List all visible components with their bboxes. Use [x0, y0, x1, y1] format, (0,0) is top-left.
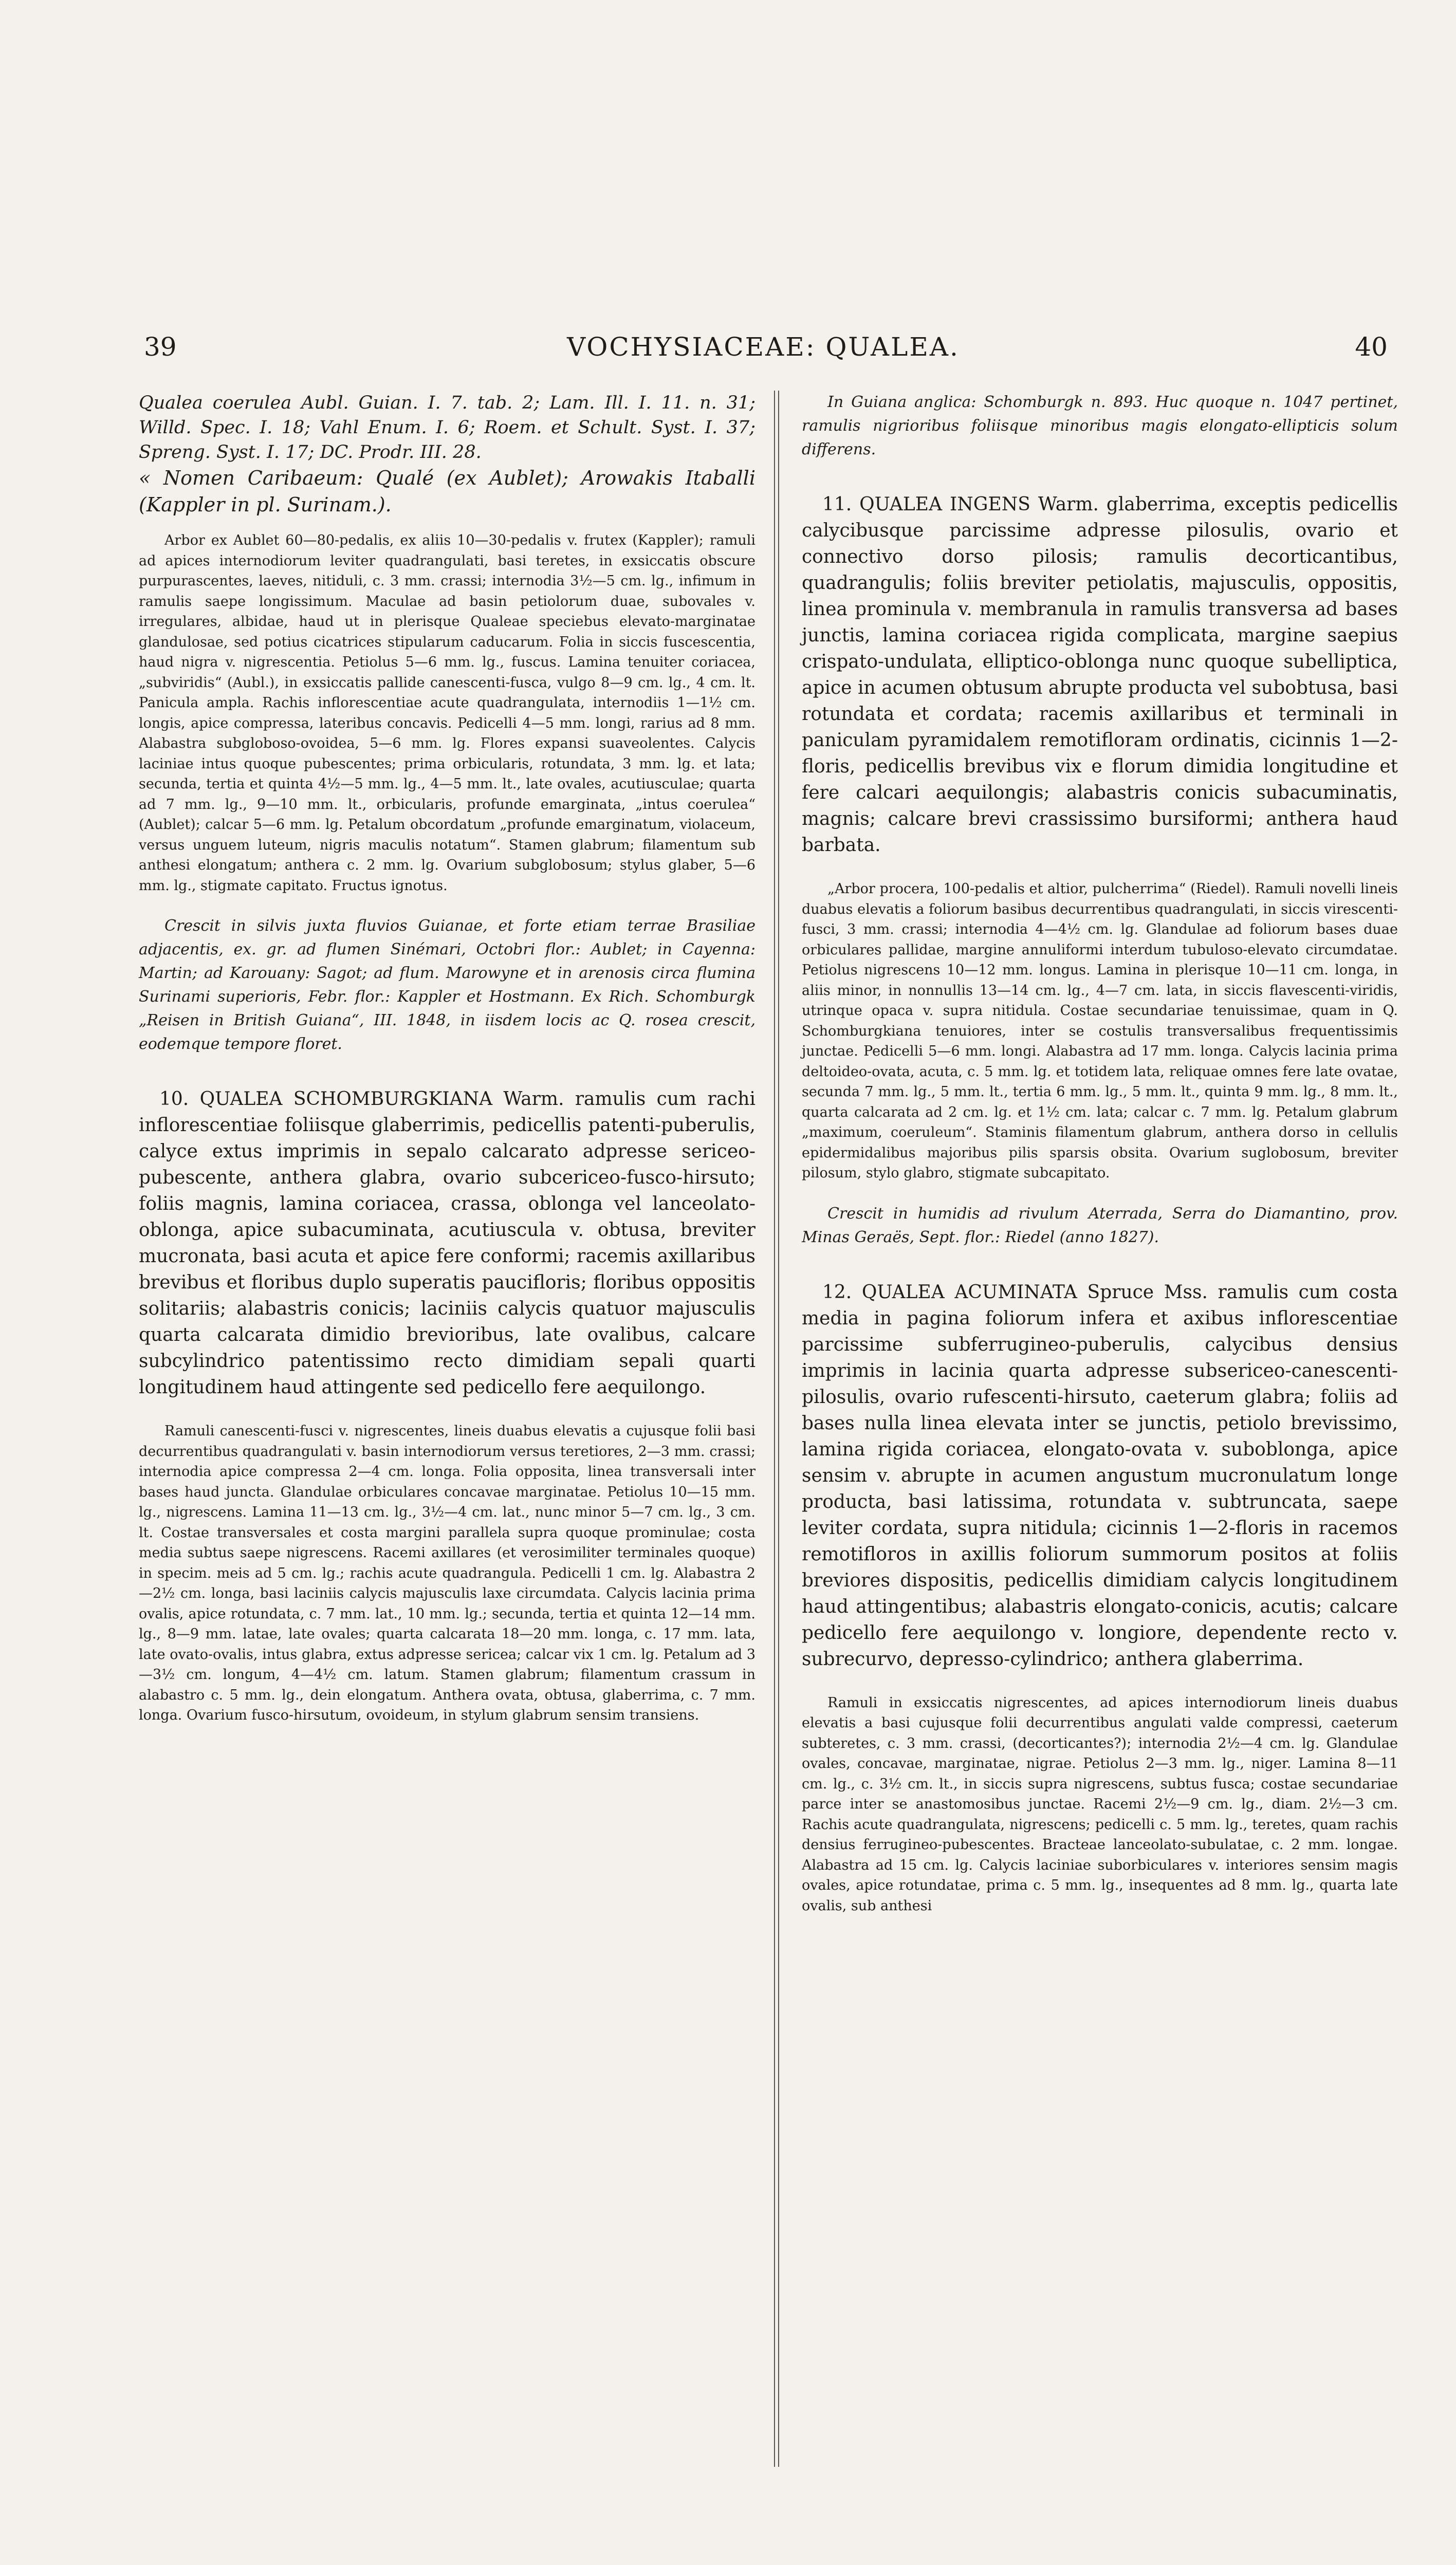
habitat-ingens: Crescit in humidis ad rivulum Aterrada, Serra do Diamantino, prov. Minas Geraës, Sept. flor.: Riedel (anno 1827). — [802, 1204, 1398, 1246]
diagnosis-schomburgkiana: 10. QUALEA SCHOMBURGKIANA Warm. ramulis cum rachi inflorescentiae foliisque glaberrimis, pedicellis patenti-puberulis, calyce extus imprimis in sepalo calcarato adpresse sericeo-pubescente, anthera glabra, ovario subcericeo-fusco-hirsuto; foliis magnis, lamina coriacea, crassa, oblonga vel lanceolato-oblonga, apice subacuminata, acutiuscula v. obtusa, breviter mucronata, basi acuta et apice fere conformi; racemis axillaribus brevibus et floribus duplo superatis paucifloris; floribus oppositis solitariis; alabastris conicis; laciniis calycis quatuor majusculis quarta calcarata dimidio brevioribus, late ovalibus, calcare subcylindrico patentissimo recto dimidiam sepali quarti longitudinem haud attingente sed pedicello fere aequilongo. — [139, 1088, 755, 1398]
references-coerulea: Qualea coerulea Aubl. Guian. I. 7. tab. 2; Lam. Ill. I. 11. n. 31; Willd. Spec. I. 18; Vahl Enum. I. 6; Roem. et Schult. Syst. I. 37; Spreng. Syst. I. 17; DC. Prodr. III. 28. — [139, 393, 755, 463]
habitat-schomburgkiana: In Guiana anglica: Schomburgk n. 893. Huc quoque n. 1047 pertinet, ramulis nigrioribus foliisque minoribus magis elongato-ellipticis solum differens. — [802, 393, 1398, 458]
description-ingens: „Arbor procera, 100-pedalis et altior, pulcherrima“ (Riedel). Ramuli novelli lineis duabus elevatis a foliorum basibus decurrentibus quadrangulati, in siccis virescenti-fusci, 3 mm. crassi; internodia 4—4½ cm. lg. Glandulae ad foliorum bases duae orbiculares pallidae, margine annuliformi interdum tubuloso-elevato circumdatae. Petiolus nigrescens 10—12 mm. longus. Lamina in plerisque 10—11 cm. longa, in aliis minor, in nonnullis 13—14 cm. lg., 4—7 cm. lata, in siccis flavescenti-viridis, utrinque opaca v. supra nitidula. Costae secundariae tenuissimae, quam in Q. Schomburgkiana tenuiores, inter se costulis transversalibus frequentissimis junctae. Pedicelli 5—6 mm. longi. Alabastra ad 17 mm. longa. Calycis lacinia prima deltoideo-ovata, acuta, c. 5 mm. lg. et totidem lata, reliquae omnes fere late ovatae, secunda 7 mm. lg., 5 mm. lt., tertia 6 mm. lg., 5 mm. lt., quinta 9 mm. lg., 8 mm. lt., quarta calcarata ad 2 cm. lg. et 1½ cm. lata; calcar c. 7 mm. lg. Petalum glabrum „maximum, coeruleum“. Staminis filamentum glabrum, anthera dorso in cellulis epidermidalibus majoribus pilis sparsis obsita. Ovarium suglobosum, breviter pilosum, stylo glabro, stigmate subcapitato. — [802, 881, 1398, 1181]
running-title: VOCHYSIACEAE: QUALEA. — [567, 332, 960, 362]
description-acuminata: Ramuli in exsiccatis nigrescentes, ad apices internodiorum lineis duabus elevatis a basi cujusque folii decurrentibus angulati valde compressi, caeterum subteretes, c. 3 mm. crassi, (decorticantes?); internodia 2½—4 cm. lg. Glandulae ovales, concavae, marginatae, nigrae. Petiolus 2—3 mm. lg., niger. Lamina 8—11 cm. lg., c. 3½ cm. lt., in siccis supra nigrescens, subtus fusca; costae secundariae parce inter se anastomosibus junctae. Racemi 2½—9 cm. lg., diam. 2½—3 cm. Rachis acute quadrangulata, nigrescens; pedicelli c. 5 mm. lg., teretes, quam rachis densius ferrugineo-pubescentes. Bracteae lanceolato-subulatae, c. 2 mm. longae. Alabastra ad 15 cm. lg. Calycis laciniae suborbiculares v. interiores sensim magis ovales, apice rotundatae, prima c. 5 mm. lg., insequentes ad 8 mm. lg., quarta late ovalis, sub anthesi — [802, 1694, 1398, 1914]
diagnosis-acuminata: 12. QUALEA ACUMINATA Spruce Mss. ramulis cum costa media in pagina foliorum infera et axibus inflorescentiae parcissime subferrugineo-puberulis, calycibus densius imprimis in lacinia quarta adpresse subsericeo-canescenti-pilosulis, ovario rufescenti-hirsuto, caeterum glabra; foliis ad bases nulla linea elevata inter se junctis, petiolo brevissimo, lamina rigida coriacea, elongato-ovata v. suboblonga, apice sensim v. abrupte in acumen angustum mucronulatum longe producta, basi latissima, rotundata v. subtruncata, saepe leviter cordata, supra nitidula; cicinnis 1—2-floris in racemos remotifloros in axillis foliorum summorum positos at foliis breviores dispositis, pedicellis dimidiam calycis longitudinem haud attingentibus; alabastris elongato-conicis, acutis; calcare pedicello fere aequilongo v. longiore, dependente recto v. subrecurvo, depresso-cylindrico; anthera glaberrima. — [802, 1281, 1398, 1670]
page-number-left: 39 — [144, 332, 177, 362]
column-divider — [774, 391, 779, 2467]
left-column — [139, 391, 755, 1744]
vernacular-names: « Nomen Caribaeum: Qualé (ex Aublet); Arowakis Itaballi (Kappler in pl. Surinam.). — [139, 467, 755, 516]
description-coerulea: Arbor ex Aublet 60—80-pedalis, ex aliis 10—30-pedalis v. frutex (Kappler); ramuli ad apices internodiorum leviter quadrangulati, basi teretes, in exsiccatis obscure purpurascentes, laeves, nitiduli, c. 3 mm. crassi; internodia 3½—5 cm. lg., infimum in ramulis saepe longissimum. Maculae ad basin petiolorum duae, subovales v. irregulares, albidae, haud ut in plerisque Qualeae speciebus elevato-marginatae glandulosae, sed potius cicatrices stipularum caducarum. Folia in siccis fuscescentia, haud nigra v. nigrescentia. Petiolus 5—6 mm. lg., fuscus. Lamina tenuiter coriacea, „subviridis“ (Aubl.), in exsiccatis pallide canescenti-fusca, vulgo 8—9 cm. lg., 4 cm. lt. Panicula ampla. Rachis inflorescentiae acute quadrangulata, internodiis 1—1½ cm. longis, apice compressa, lateribus concavis. Pedicelli 4—5 mm. longi, rarius ad 8 mm. Alabastra subgloboso-ovoidea, 5—6 mm. lg. Flores expansi suaveolentes. Calycis laciniae intus quoque pubescentes; prima orbicularis, rotundata, 3 mm. lg. et lata; secunda, tertia et quinta 4½—5 mm. lg., 4—5 mm. lt., late ovales, acutiusculae; quarta ad 7 mm. lg., 9—10 mm. lt., orbicularis, profunde emarginata, „intus coerulea“ (Aublet); calcar 5—6 mm. lg. Petalum obcordatum „profunde emarginatum, violaceum, versus unguem luteum, nigris maculis notatum“. Stamen glabrum; filamentum sub anthesi elongatum; anthera c. 2 mm. lg. Ovarium subglobosum; stylus glaber, 5—6 mm. lg., stigmate capitato. Fructus ignotus. — [139, 532, 755, 894]
description-schomburgkiana: Ramuli canescenti-fusci v. nigrescentes, lineis duabus elevatis a cujusque folii basi decurrentibus quadrangulati v. basin internodiorum versus teretiores, 2—3 mm. crassi; internodia apice compressa 2—4 cm. longa. Folia opposita, linea transversali inter bases haud juncta. Glandulae orbiculares concavae marginatae. Petiolus 10—15 mm. lg., nigrescens. Lamina 11—13 cm. lg., 3½—4 cm. lat., nunc minor 5—7 cm. lg., 3 cm. lt. Costae transversales et costa margini parallela supra quoque prominulae; costa media subtus saepe nigrescens. Racemi axillares (et verosimiliter terminales quoque) in specim. meis ad 5 cm. lg.; rachis acute quadrangula. Pedicelli 1 cm. lg. Alabastra 2—2½ cm. longa, basi laciniis calycis majusculis laxe circumdata. Calycis lacinia prima ovalis, apice rotundata, c. 7 mm. lat., 10 mm. lg.; secunda, tertia et quinta 12—14 mm. lg., 8—9 mm. latae, late ovales; quarta calcarata 18—20 mm. longa, c. 17 mm. lata, late ovato-ovalis, intus glabra, extus adpresse sericea; calcar vix 1 cm. lg. Petalum ad 3—3½ cm. longum, 4—4½ cm. latum. Stamen glabrum; filamentum crassum in alabastro c. 5 mm. lg., dein elongatum. Anthera ovata, obtusa, glaberrima, c. 7 mm. longa. Ovarium fusco-hirsutum, ovoideum, in stylum glabrum sensim transiens. — [139, 1423, 755, 1723]
diagnosis-ingens: 11. QUALEA INGENS Warm. glaberrima, exceptis pedicellis calycibusque parcissime adpresse pilosulis, ovario et connectivo dorso pilosis; ramulis decorticantibus, quadrangulis; foliis breviter petiolatis, majusculis, oppositis, linea prominula v. membranula in ramulis transversa ad bases junctis, lamina coriacea rigida complicata, margine saepius crispato-undulata, elliptico-oblonga nunc quoque subelliptica, apice in acumen obtusum abrupte producta vel subobtusa, basi rotundata et cordata; racemis axillaribus et terminali in paniculam pyramidalem remotifloram ordinatis, cicinnis 1—2-floris, pedicellis brevibus vix e florum dimidia longitudine et fere calcari aequilongis; alabastris conicis subacuminatis, magnis; calcare brevi crassissimo bursiformi; anthera haud barbata. — [802, 494, 1398, 856]
page-number-right: 40 — [1355, 332, 1388, 362]
right-column — [802, 391, 1398, 1934]
running-head — [139, 329, 1388, 375]
habitat-coerulea: Crescit in silvis juxta fluvios Guianae, et forte etiam terrae Brasiliae adjacentis, ex. gr. ad flumen Sinémari, Octobri flor.: Aublet; in Cayenna: Martin; ad Karouany: Sagot; ad flum. Marowyne et in arenosis circa flumina Surinami superioris, Febr. flor.: Kappler et Hostmann. Ex Rich. Schomburgk „Reisen in British Guiana“, III. 1848, in iisdem locis ac Q. rosea crescit, eodemque tempore floret. — [139, 917, 755, 1053]
